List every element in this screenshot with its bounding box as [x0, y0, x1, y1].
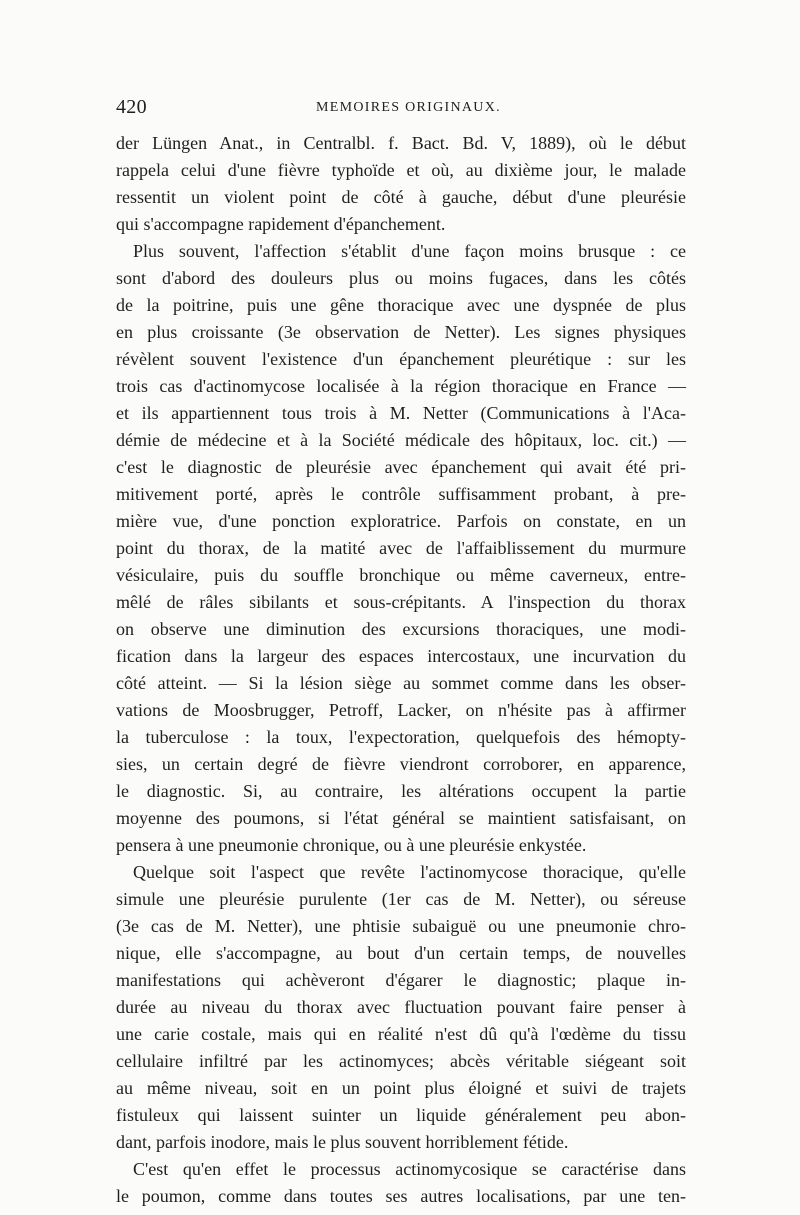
text-line: der Lüngen Anat., in Centralbl. f. Bact. Bd. V, 1889), où le début — [116, 133, 686, 153]
text-line: Quelque soit l'aspect que revête l'actinomycose thoracique, qu'elle — [133, 862, 686, 882]
text-line: trois cas d'actinomycose localisée à la région thoracique en France — — [116, 376, 686, 396]
text-line: mitivement porté, après le contrôle suffisamment probant, à pre- — [116, 484, 686, 504]
text-line: côté atteint. — Si la lésion siège au sommet comme dans les obser- — [116, 673, 686, 693]
text-line: la tuberculose : la toux, l'expectoration, quelquefois des hémopty- — [116, 727, 686, 747]
text-line: rappela celui d'une fièvre typhoïde et où, au dixième jour, le malade — [116, 160, 686, 180]
text-line: une carie costale, mais qui en réalité n'est dû qu'à l'œdème du tissu — [116, 1024, 686, 1044]
text-line: vésiculaire, puis du souffle bronchique ou même caverneux, entre- — [116, 565, 686, 585]
text-line: (3e cas de M. Netter), une phtisie subaiguë ou une pneumonie chro- — [116, 916, 686, 936]
text-line: C'est qu'en effet le processus actinomycosique se caractérise dans — [133, 1159, 686, 1179]
body-text — [116, 130, 686, 1210]
running-header — [116, 94, 686, 120]
text-line: fication dans la largeur des espaces intercostaux, une incurvation du — [116, 646, 686, 666]
text-line: fistuleux qui laissent suinter un liquide généralement peu abon- — [116, 1105, 686, 1125]
text-line: manifestations qui achèveront d'égarer le diagnostic; plaque in- — [116, 970, 686, 990]
text-line: nique, elle s'accompagne, au bout d'un certain temps, de nouvelles — [116, 943, 686, 963]
running-title: MEMOIRES ORIGINAUX. — [316, 100, 501, 115]
text-line: le poumon, comme dans toutes ses autres localisations, par une ten- — [116, 1186, 686, 1206]
text-line: point du thorax, de la matité avec de l'affaiblissement du murmure — [116, 538, 686, 558]
text-line: révèlent souvent l'existence d'un épanchement pleurétique : sur les — [116, 349, 686, 369]
text-line: Plus souvent, l'affection s'établit d'une façon moins brusque : ce — [133, 241, 686, 261]
text-line: en plus croissante (3e observation de Netter). Les signes physiques — [116, 322, 686, 342]
text-line: moyenne des poumons, si l'état général se maintient satisfaisant, on — [116, 808, 686, 828]
text-line: qui s'accompagne rapidement d'épanchement. — [116, 214, 446, 234]
text-line: de la poitrine, puis une gêne thoracique avec une dyspnée de plus — [116, 295, 686, 315]
text-line: on observe une diminution des excursions thoraciques, une modi- — [116, 619, 686, 639]
text-line: simule une pleurésie purulente (1er cas de M. Netter), ou séreuse — [116, 889, 686, 909]
text-line: sont d'abord des douleurs plus ou moins fugaces, dans les côtés — [116, 268, 686, 288]
text-line: et ils appartiennent tous trois à M. Netter (Communications à l'Aca- — [116, 403, 686, 423]
text-line: durée au niveau du thorax avec fluctuation pouvant faire penser à — [116, 997, 686, 1017]
text-line: mêlé de râles sibilants et sous-crépitants. A l'inspection du thorax — [116, 592, 686, 612]
text-line: pensera à une pneumonie chronique, ou à une pleurésie enkystée. — [116, 835, 587, 855]
text-line: le diagnostic. Si, au contraire, les altérations occupent la partie — [116, 781, 686, 801]
text-line: ressentit un violent point de côté à gauche, début d'une pleurésie — [116, 187, 686, 207]
text-line: vations de Moosbrugger, Petroff, Lacker, on n'hésite pas à affirmer — [116, 700, 686, 720]
text-line: au même niveau, soit en un point plus éloigné et suivi de trajets — [116, 1078, 686, 1098]
text-line: démie de médecine et à la Société médicale des hôpitaux, loc. cit.) — — [116, 430, 686, 450]
text-line: sies, un certain degré de fièvre viendront corroborer, en apparence, — [116, 754, 686, 774]
text-line: cellulaire infiltré par les actinomyces; abcès véritable siégeant soit — [116, 1051, 686, 1071]
text-line: dant, parfois inodore, mais le plus souvent horriblement fétide. — [116, 1132, 569, 1152]
text-line: c'est le diagnostic de pleurésie avec épanchement qui avait été pri- — [116, 457, 686, 477]
text-line: mière vue, d'une ponction exploratrice. Parfois on constate, en un — [116, 511, 686, 531]
page-number: 420 — [116, 96, 147, 118]
